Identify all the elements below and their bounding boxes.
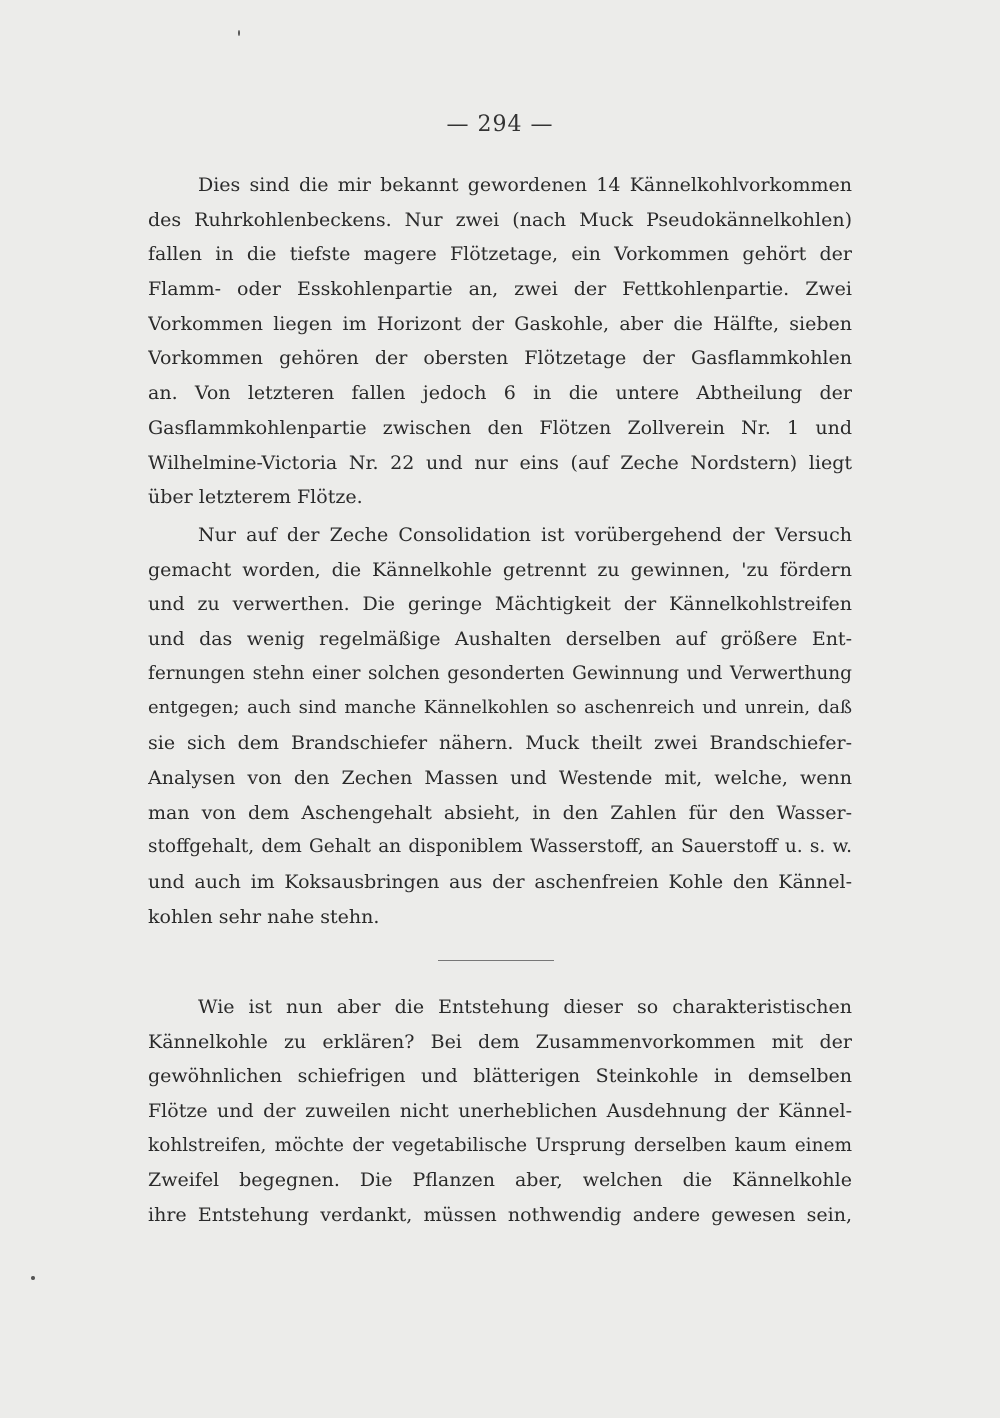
text-line: Nur auf der Zeche Consolidation ist vorübergehend der Versuch [198,524,852,546]
text-line: und zu verwerthen. Die geringe Mächtigkeit der Kännelkohlstreifen [148,593,852,616]
text-line: Zweifel begegnen. Die Pflanzen aber, welchen die Kännelkohle [148,1169,852,1192]
page-number: — 294 — [446,112,554,137]
text-line: Wilhelmine-Victoria Nr. 22 und nur eins (auf Zeche Nordstern) liegt [148,451,852,474]
ink-speck [31,1276,35,1280]
paragraph-3 [148,990,852,1233]
ink-speck [238,30,240,36]
text-line: ihre Entstehung verdankt, müssen nothwendig andere gewesen sein, [148,1204,852,1227]
paragraph-2 [148,518,852,934]
section-divider [438,960,554,961]
text-line: gewöhnlichen schiefrigen und blätterigen Steinkohle in demselben [148,1065,852,1088]
paragraph-1 [148,168,852,515]
text-line: über letzterem Flötze. [148,486,363,509]
text-line: und auch im Koksausbringen aus der aschenfreien Kohle den Kännel- [148,870,852,893]
text-line: Dies sind die mir bekannt gewordenen 14 Kännelkohlvorkommen [198,174,852,196]
text-line: fernungen stehn einer solchen gesonderten Gewinnung und Verwerthung [148,662,852,684]
text-line: Analysen von den Zechen Massen und Westende mit, welche, wenn [148,766,852,789]
text-line: und das wenig regelmäßige Aushalten derselben auf größere Ent- [148,628,852,651]
text-line: fallen in die tiefste magere Flötzetage, ein Vorkommen gehört der [148,243,852,266]
text-line: Gasflammkohlenpartie zwischen den Flötzen Zollverein Nr. 1 und [148,416,852,439]
text-line: Vorkommen liegen im Horizont der Gaskohle, aber die Hälfte, sieben [148,312,852,335]
text-line: sie sich dem Brandschiefer nähern. Muck theilt zwei Brandschiefer- [148,732,852,755]
text-line: kohlstreifen, möchte der vegetabilische Ursprung derselben kaum einem [148,1134,852,1156]
text-line: man von dem Aschengehalt absieht, in den Zahlen für den Wasser- [148,801,852,824]
text-line: an. Von letzteren fallen jedoch 6 in die untere Abtheilung der [148,382,852,405]
text-line: Flötze und der zuweilen nicht unerheblichen Ausdehnung der Kännel- [148,1100,852,1123]
text-line: Kännelkohle zu erklären? Bei dem Zusammenvorkommen mit der [148,1030,852,1053]
text-line: Flamm- oder Esskohlenpartie an, zwei der Fettkohlenpartie. Zwei [148,278,852,301]
text-line: stoffgehalt, dem Gehalt an disponiblem Wasserstoff, an Sauerstoff u. s. w. [148,836,852,858]
text-line: entgegen; auch sind manche Kännelkohlen so aschenreich und unrein, daß [148,697,852,719]
text-line: Vorkommen gehören der obersten Flötzetage der Gasflammkohlen [148,347,852,370]
text-line: gemacht worden, die Kännelkohle getrennt zu gewinnen, 'zu fördern [148,558,852,581]
text-line: kohlen sehr nahe stehn. [148,905,380,928]
text-line: des Ruhrkohlenbeckens. Nur zwei (nach Muck Pseudokännelkohlen) [148,208,852,231]
text-line: Wie ist nun aber die Entstehung dieser so charakteristischen [198,996,852,1018]
